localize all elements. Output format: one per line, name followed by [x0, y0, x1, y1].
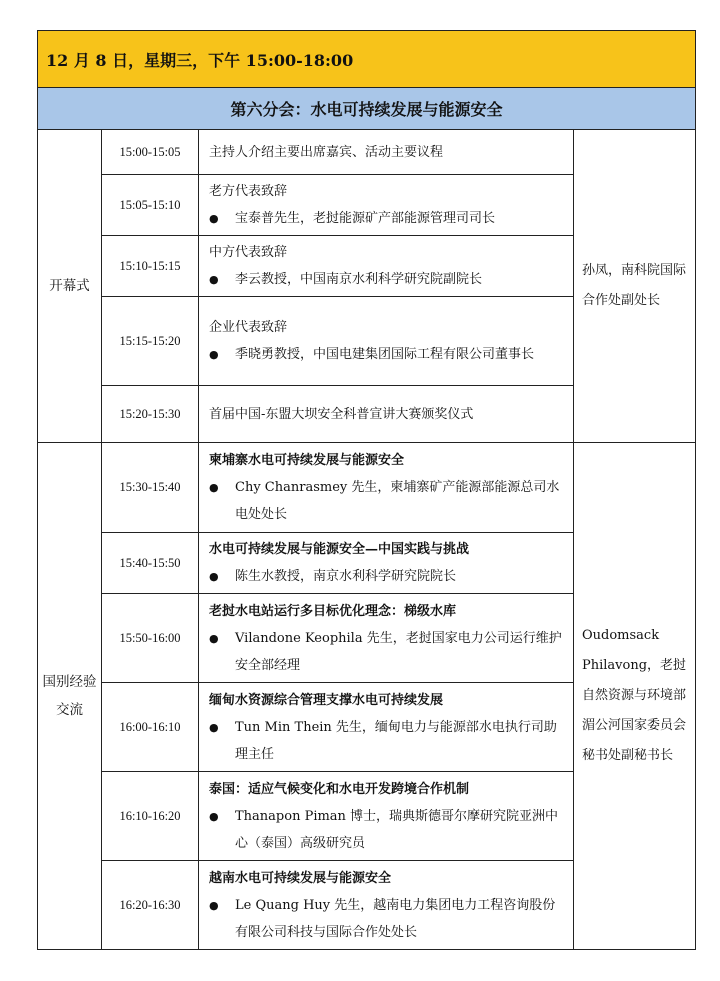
- speaker-text: 陈生水教授，南京水利科学研究院院长: [235, 569, 457, 584]
- agenda-title: 泰国：适应气候变化和水电开发跨境合作机制: [209, 781, 470, 797]
- speaker-entry: [209, 474, 565, 528]
- agenda-item: [199, 130, 574, 175]
- agenda-title: 越南水电可持续发展与能源安全: [209, 870, 392, 886]
- speaker-text: Le Quang Huy 先生，越南电力集团电力工程咨询股份有限公司科技与国际合作处处长: [235, 897, 556, 940]
- agenda-item: [199, 533, 574, 594]
- agenda-item: [199, 861, 574, 950]
- speaker-entry: [209, 266, 565, 293]
- time-cell: 15:15-15:20: [102, 297, 199, 386]
- time-cell: 16:20-16:30: [102, 861, 199, 950]
- section-label-opening: 开幕式: [38, 130, 102, 443]
- time-cell: 15:30-15:40: [102, 443, 199, 533]
- speaker-text: 季晓勇教授，中国电建集团国际工程有限公司董事长: [235, 347, 535, 362]
- agenda-item: [199, 772, 574, 861]
- section-label-exchange: 国别经验交流: [38, 443, 102, 950]
- speaker-entry: [209, 892, 565, 946]
- bullet-icon: ●: [209, 348, 219, 361]
- speaker-entry: [209, 563, 565, 590]
- time-cell: 16:00-16:10: [102, 683, 199, 772]
- session-header: 12 月 8 日，星期三，下午 15:00-18:00: [38, 31, 696, 88]
- schedule-table: [37, 30, 696, 950]
- moderator-exchange: Oudomsack Philavong，老挝自然资源与环境部湄公河国家委员会秘书处副秘书长: [574, 443, 696, 950]
- speaker-entry: [209, 714, 565, 768]
- time-cell: 15:20-15:30: [102, 386, 199, 443]
- time-cell: 15:40-15:50: [102, 533, 199, 594]
- agenda-title: 中方代表致辞: [209, 245, 288, 260]
- bullet-icon: ●: [209, 570, 219, 583]
- agenda-item: [199, 683, 574, 772]
- agenda-title: 首届中国-东盟大坝安全科普宣讲大赛颁奖仪式: [209, 406, 474, 422]
- speaker-text: Thanapon Piman 博士，瑞典斯德哥尔摩研究院亚洲中心（泰国）高级研究员: [235, 808, 559, 851]
- agenda-item: [199, 297, 574, 386]
- time-cell: 15:05-15:10: [102, 175, 199, 236]
- speaker-entry: [209, 803, 565, 857]
- speaker-entry: [209, 205, 565, 232]
- speaker-text: Tun Min Thein 先生，缅甸电力与能源部水电执行司助理主任: [235, 719, 557, 762]
- moderator-opening: 孙凤，南科院国际合作处副处长: [574, 130, 696, 443]
- speaker-entry: [209, 625, 565, 679]
- bullet-icon: ●: [209, 898, 219, 912]
- bullet-icon: ●: [209, 631, 219, 645]
- speaker-text: Chy Chanrasmey 先生，柬埔寨矿产能源部能源总司水电处处长: [235, 480, 560, 522]
- speaker-text: 宝泰普先生，老挝能源矿产部能源管理司司长: [235, 211, 496, 226]
- bullet-icon: ●: [209, 273, 219, 286]
- agenda-title: 主持人介绍主要出席嘉宾、活动主要议程: [209, 144, 444, 160]
- time-cell: 15:10-15:15: [102, 236, 199, 297]
- agenda-title: 缅甸水资源综合管理支撑水电可持续发展: [209, 692, 444, 708]
- agenda-item: [199, 594, 574, 683]
- agenda-item: [199, 236, 574, 297]
- agenda-item: [199, 443, 574, 533]
- agenda-title: 企业代表致辞: [209, 320, 288, 335]
- agenda-item: [199, 175, 574, 236]
- speaker-text: Vilandone Keophila 先生，老挝国家电力公司运行维护安全部经理: [235, 630, 562, 673]
- time-cell: 15:00-15:05: [102, 130, 199, 175]
- agenda-title: 老方代表致辞: [209, 184, 288, 199]
- agenda-title: 老挝水电站运行多目标优化理念：梯级水库: [209, 603, 457, 619]
- agenda-title: 水电可持续发展与能源安全—中国实践与挑战: [209, 542, 470, 557]
- agenda-title: 柬埔寨水电可持续发展与能源安全: [209, 453, 405, 468]
- bullet-icon: ●: [209, 720, 219, 734]
- agenda-item: [199, 386, 574, 443]
- speaker-text: 李云教授，中国南京水利科学研究院副院长: [235, 272, 483, 287]
- speaker-entry: [209, 341, 565, 368]
- bullet-icon: ●: [209, 809, 219, 823]
- session-subheader: 第六分会：水电可持续发展与能源安全: [38, 88, 696, 130]
- bullet-icon: ●: [209, 212, 219, 225]
- time-cell: 15:50-16:00: [102, 594, 199, 683]
- bullet-icon: ●: [209, 481, 219, 494]
- time-cell: 16:10-16:20: [102, 772, 199, 861]
